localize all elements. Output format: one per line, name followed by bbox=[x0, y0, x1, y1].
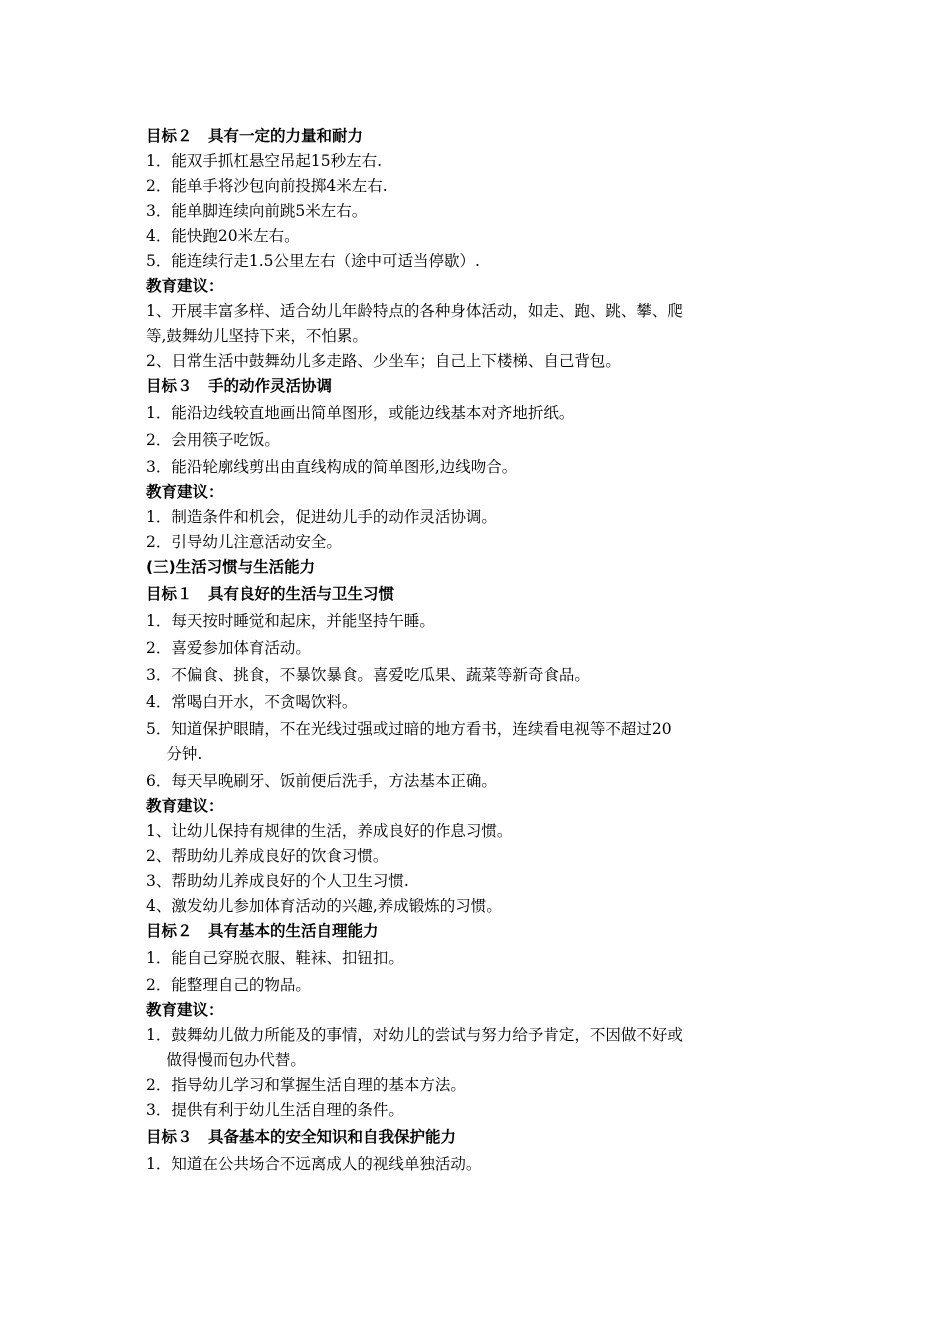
text-line: 2、帮助幼儿养成良好的饮食习惯。 bbox=[146, 847, 389, 865]
section-heading: 教育建议： bbox=[146, 797, 224, 815]
section-heading: 教育建议： bbox=[146, 277, 224, 295]
section-heading: 教育建议： bbox=[146, 483, 224, 501]
text-line: 1．每天按时睡觉和起床，并能坚持午睡。 bbox=[146, 612, 435, 630]
text-line: 3．能沿轮廓线剪出由直线构成的简单图形,边线吻合。 bbox=[146, 458, 518, 476]
text-line: 5．能连续行走1.5公里左右（途中可适当停歇）. bbox=[146, 252, 480, 270]
text-line: 2．指导幼儿学习和掌握生活自理的基本方法。 bbox=[146, 1076, 466, 1094]
text-line: 1．能自己穿脱衣服、鞋袜、扣钮扣。 bbox=[146, 949, 404, 967]
text-line: 1、让幼儿保持有规律的生活，养成良好的作息习惯。 bbox=[146, 822, 513, 840]
text-line: 做得慢而包办代替。 bbox=[146, 1051, 306, 1069]
section-heading: 目标２ 具有一定的力量和耐力 bbox=[146, 127, 364, 145]
text-line: 分钟. bbox=[146, 745, 203, 763]
section-heading: 目标２ 具有基本的生活自理能力 bbox=[146, 922, 379, 940]
text-line: 1．鼓舞幼儿做力所能及的事情，对幼儿的尝试与努力给予肯定，不因做不好或 bbox=[146, 1026, 683, 1044]
text-line: 2．能整理自己的物品。 bbox=[146, 976, 311, 994]
text-line: 2．能单手将沙包向前投掷4米左右. bbox=[146, 177, 388, 195]
text-line: 2．会用筷子吃饭。 bbox=[146, 431, 280, 449]
text-line: 4．常喝白开水，不贪喝饮料。 bbox=[146, 693, 358, 711]
section-heading: 教育建议： bbox=[146, 1001, 224, 1019]
section-heading: 目标３ 具备基本的安全知识和自我保护能力 bbox=[146, 1128, 457, 1146]
text-line: 4、激发幼儿参加体育活动的兴趣,养成锻炼的习惯。 bbox=[146, 897, 502, 915]
text-line: 3．提供有利于幼儿生活自理的条件。 bbox=[146, 1101, 404, 1119]
text-line: 6．每天早晚刷牙、饭前便后洗手，方法基本正确。 bbox=[146, 772, 497, 790]
section-heading: (三)生活习惯与生活能力 bbox=[146, 558, 316, 576]
text-line: 2、日常生活中鼓舞幼儿多走路、少坐车；自己上下楼梯、自己背包。 bbox=[146, 352, 621, 370]
section-heading: 目标１ 具有良好的生活与卫生习惯 bbox=[146, 585, 395, 603]
text-line: 1、开展丰富多样、适合幼儿年龄特点的各种身体活动，如走、跑、跳、攀、爬 bbox=[146, 302, 683, 320]
text-line: 2．喜爱参加体育活动。 bbox=[146, 639, 311, 657]
section-heading: 目标３ 手的动作灵活协调 bbox=[146, 377, 333, 395]
text-line: 1．知道在公共场合不远离成人的视线单独活动。 bbox=[146, 1155, 482, 1173]
text-line: 3、帮助幼儿养成良好的个人卫生习惯. bbox=[146, 872, 409, 890]
text-line: 3．不偏食、挑食，不暴饮暴食。喜爱吃瓜果、蔬菜等新奇食品。 bbox=[146, 666, 590, 684]
text-line: 2．引导幼儿注意活动安全。 bbox=[146, 533, 342, 551]
text-line: 1．能沿边线较直地画出简单图形，或能边线基本对齐地折纸。 bbox=[146, 404, 575, 422]
text-line: 等,鼓舞幼儿坚持下来，不怕累。 bbox=[146, 327, 368, 345]
text-line: 1．制造条件和机会，促进幼儿手的动作灵活协调。 bbox=[146, 508, 497, 526]
text-line: 4．能快跑20米左右。 bbox=[146, 227, 300, 245]
text-line: 1．能双手抓杠悬空吊起15秒左右. bbox=[146, 152, 383, 170]
text-line: 5．知道保护眼睛，不在光线过强或过暗的地方看书，连续看电视等不超过20 bbox=[146, 720, 672, 738]
document-body bbox=[146, 124, 816, 1177]
text-line: 3．能单脚连续向前跳5米左右。 bbox=[146, 202, 368, 220]
